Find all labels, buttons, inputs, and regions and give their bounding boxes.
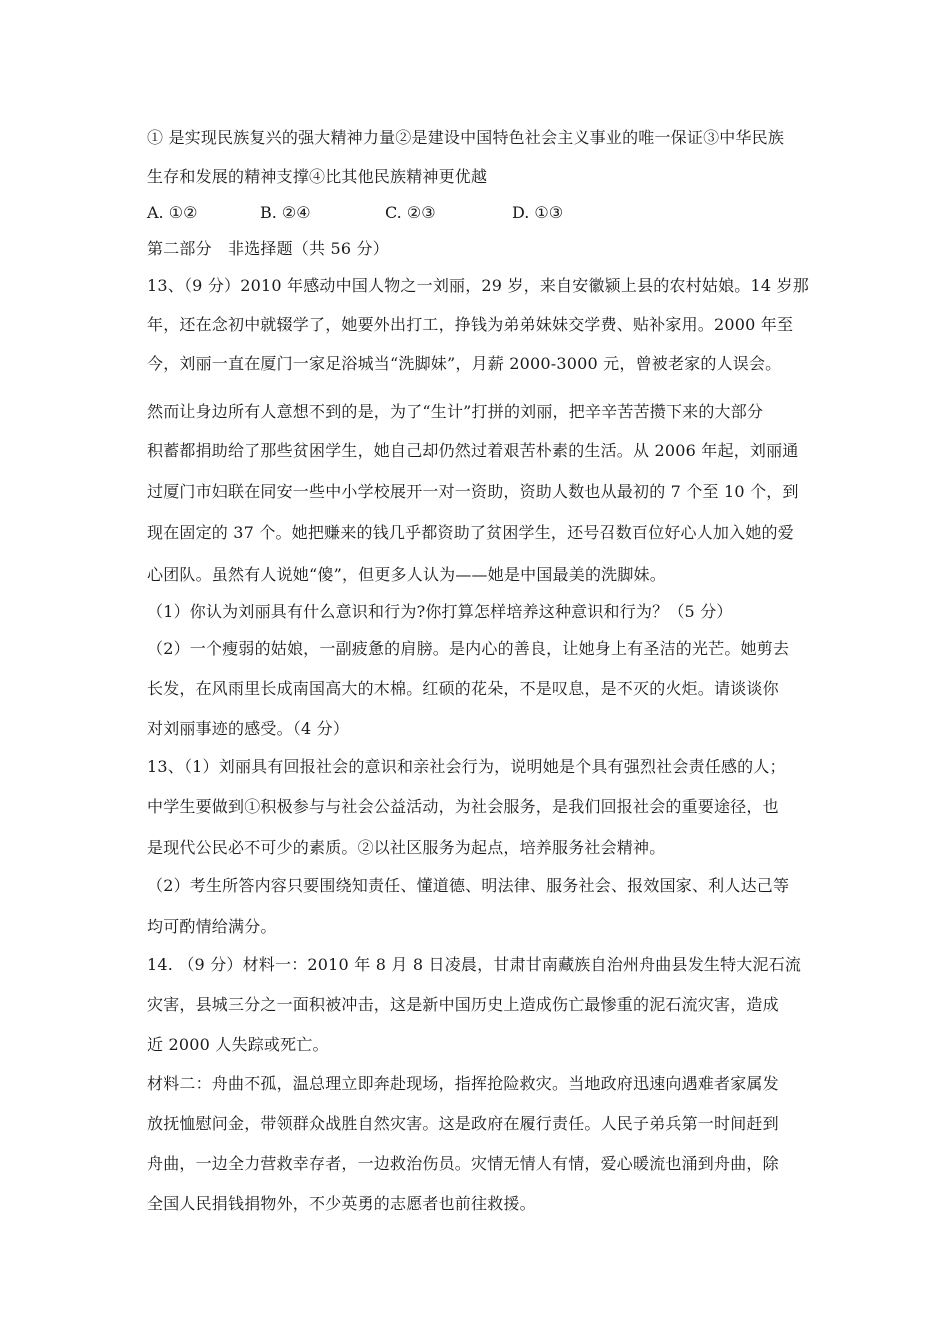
text-line: 材料二：舟曲不孤，温总理立即奔赴现场，指挥抢险救灾。当地政府迅速向遇难者家属发 — [147, 1074, 779, 1093]
question-part: （2）一个瘦弱的姑娘，一副疲惫的肩膀。是内心的善良，让她身上有圣洁的光芒。她剪去 — [147, 639, 790, 658]
option-d: D. ①③ — [512, 203, 564, 222]
text-line: 全国人民捐钱捐物外，不少英勇的志愿者也前往救援。 — [147, 1194, 536, 1213]
text-line: 今，刘丽一直在厦门一家足浴城当“洗脚妹”，月薪 2000-3000 元，曾被老家的人误会。 — [147, 354, 782, 373]
text-line: 14. （9 分）材料一：2010 年 8 月 8 日凌晨，甘肃甘南藏族自治州舟曲县发生特大泥石流 — [147, 955, 802, 974]
question-part: （1）你认为刘丽具有什么意识和行为?你打算怎样培养这种意识和行为？（5 分） — [147, 602, 733, 621]
text-line: 心团队。虽然有人说她“傻”，但更多人认为——她是中国最美的洗脚妹。 — [147, 565, 666, 584]
option-a: A. ①② — [147, 203, 198, 222]
answer-line: 均可酌情给满分。 — [147, 917, 277, 936]
text-line: 过厦门市妇联在同安一些中小学校展开一对一资助，资助人数也从最初的 7 个至 10 个，到 — [147, 482, 799, 501]
answer-options — [147, 203, 817, 223]
text-line: 长发，在风雨里长成南国高大的木棉。红硕的花朵，不是叹息，是不灭的火炬。请谈谈你 — [147, 679, 779, 698]
option-b: B. ②④ — [260, 203, 311, 222]
text-line: 舟曲，一边全力营救幸存者，一边救治伤员。灾情无情人有情，爱心暖流也涌到舟曲，除 — [147, 1154, 779, 1173]
text-line: 近 2000 人失踪或死亡。 — [147, 1035, 329, 1054]
text-line: 生存和发展的精神支撑④比其他民族精神更优越 — [147, 167, 488, 186]
answer-line: 13、（1）刘丽具有回报社会的意识和亲社会行为，说明她是个具有强烈社会责任感的人； — [147, 757, 786, 776]
section-heading: 第二部分 非选择题（共 56 分） — [147, 239, 389, 258]
answer-line: 中学生要做到①积极参与与社会公益活动，为社会服务，是我们回报社会的重要途径，也 — [147, 797, 779, 816]
text-line: 灾害，县城三分之一面积被冲击，这是新中国历史上造成伤亡最惨重的泥石流灾害，造成 — [147, 995, 779, 1014]
text-line: 然而让身边所有人意想不到的是，为了“生计”打拼的刘丽，把辛辛苦苦攒下来的大部分 — [147, 402, 764, 421]
text-line: 积蓄都捐助给了那些贫困学生，她自己却仍然过着艰苦朴素的生活。从 2006 年起，刘丽通 — [147, 441, 799, 460]
text-line: 现在固定的 37 个。她把赚来的钱几乎都资助了贫困学生，还号召数百位好心人加入她的爱 — [147, 523, 794, 542]
text-line: 放抚恤慰问金，带领群众战胜自然灾害。这是政府在履行责任。人民子弟兵第一时间赶到 — [147, 1114, 779, 1133]
text-line: ① 是实现民族复兴的强大精神力量②是建设中国特色社会主义事业的唯一保证③中华民族 — [147, 128, 785, 147]
text-line: 年，还在念初中就辍学了，她要外出打工，挣钱为弟弟妹妹交学费、贴补家用。2000 年至 — [147, 315, 794, 334]
answer-line: （2）考生所答内容只要围绕知责任、懂道德、明法律、服务社会、报效国家、利人达己等 — [147, 876, 790, 895]
text-line: 13、（9 分）2010 年感动中国人物之一刘丽，29 岁，来自安徽颍上县的农村姑娘。14 岁那 — [147, 276, 809, 295]
answer-line: 是现代公民必不可少的素质。②以社区服务为起点，培养服务社会精神。 — [147, 838, 666, 857]
option-c: C. ②③ — [385, 203, 436, 222]
text-line: 对刘丽事迹的感受。（4 分） — [147, 719, 350, 738]
